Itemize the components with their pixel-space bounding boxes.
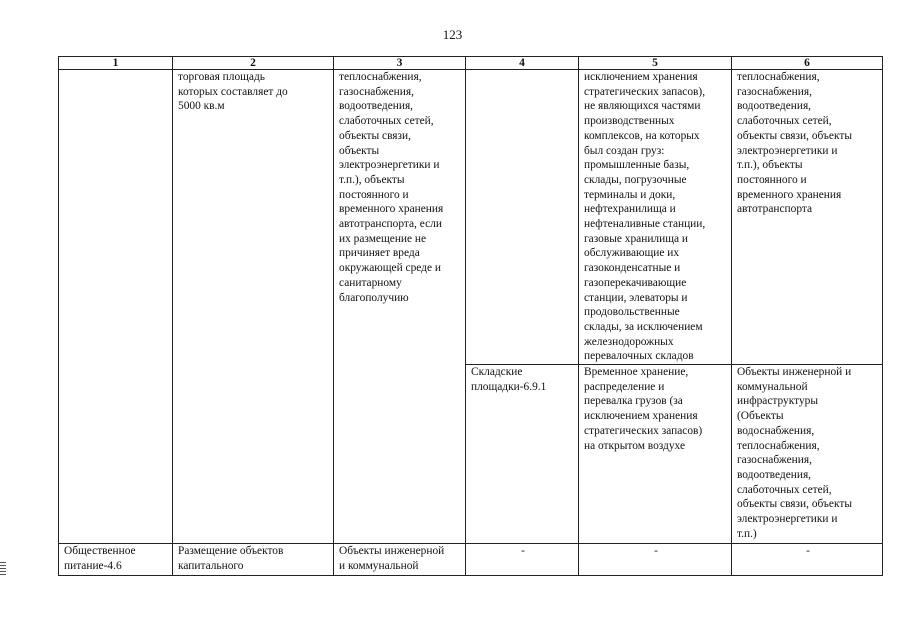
column-header: 4 — [466, 57, 579, 70]
column-header: 6 — [732, 57, 883, 70]
table-cell: - — [466, 544, 579, 576]
table-cell: теплоснабжения, газоснабжения, водоотведения, слаботочных сетей, объекты связи, объекты электроэнергетики и т.п.), объекты постоянного и временного хранения автотранспорта — [732, 70, 883, 365]
page-number: 123 — [442, 27, 463, 42]
column-header: 3 — [334, 57, 466, 70]
table-cell: - — [579, 544, 732, 576]
margin-marks — [0, 562, 6, 577]
table-cell: исключением хранения стратегических запасов), не являющихся частями производственных комплексов, на которых был создан груз: промышленные базы, склады, погрузочные терминалы и доки, нефтехранилища и нефтеналивные станции, газовые хранилища и обслуживающие их газоконденсатные и газоперекачивающие станции, элеваторы и продовольственные склады, за исключением железнодорожных перевалочных складов — [579, 70, 732, 365]
table-cell — [466, 70, 579, 365]
table-cell — [59, 70, 173, 544]
table-cell: Общественное питание-4.6 — [59, 544, 173, 576]
table-cell: Объекты инженерной и коммунальной — [334, 544, 466, 576]
table-cell: Объекты инженерной и коммунальной инфраструктуры (Объекты водоснабжения, теплоснабжения, газоснабжения, водоотведения, слаботочных сетей, объекты связи, объекты электроэнергетики и т.п.) — [732, 365, 883, 544]
table-cell: Временное хранение, распределение и перевалка грузов (за исключением хранения стратегических запасов) на открытом воздухе — [579, 365, 732, 544]
table-cell: торговая площадь которых составляет до 5000 кв.м — [173, 70, 334, 544]
table-cell: - — [732, 544, 883, 576]
column-header: 2 — [173, 57, 334, 70]
table-cell: Складские площадки-6.9.1 — [466, 365, 579, 544]
table-row — [59, 70, 883, 365]
table-header-row — [59, 57, 883, 70]
table-cell: Размещение объектов капитального — [173, 544, 334, 576]
table-cell: теплоснабжения, газоснабжения, водоотведения, слаботочных сетей, объекты связи, объекты электроэнергетики и т.п.), объекты постоянного и временного хранения автотранспорта, если их размещение не причиняет вреда окружающей среде и санитарному благополучию — [334, 70, 466, 544]
column-header: 5 — [579, 57, 732, 70]
document-table — [58, 56, 883, 576]
column-header: 1 — [59, 57, 173, 70]
table-row — [59, 544, 883, 576]
